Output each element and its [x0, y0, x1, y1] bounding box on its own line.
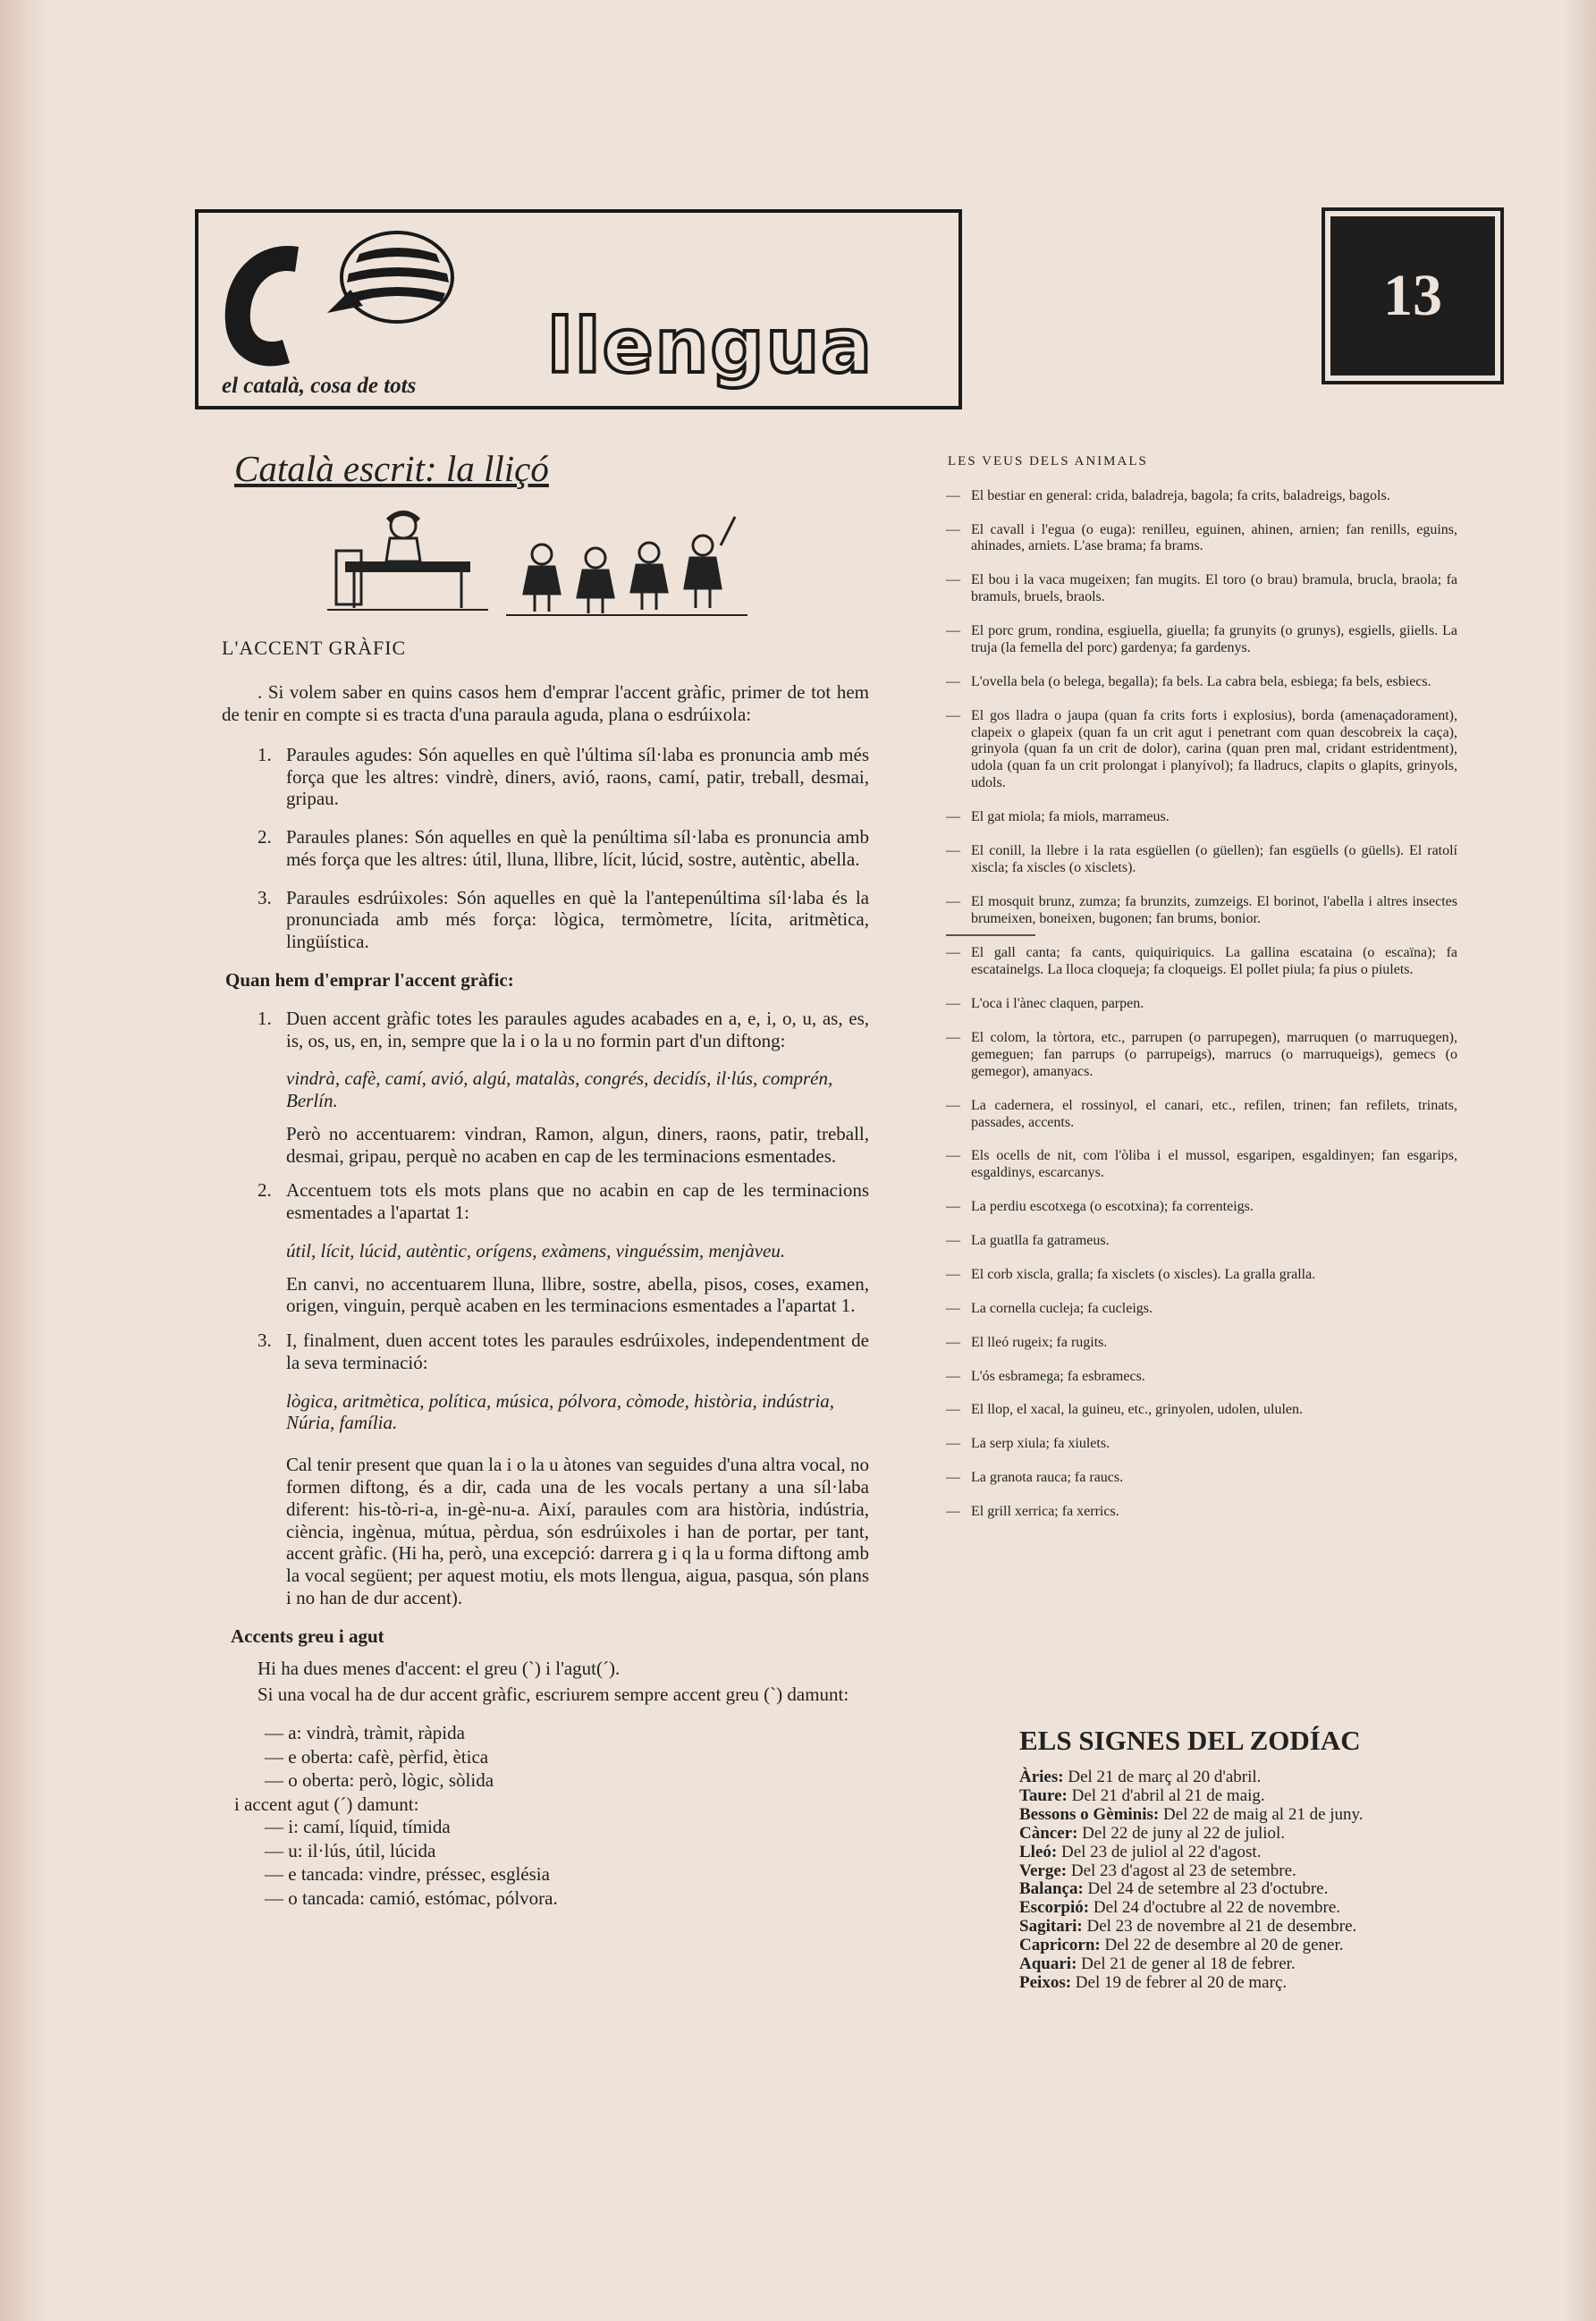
list-item: — o oberta: però, lògic, sòlida	[265, 1769, 494, 1792]
rule-note: En canvi, no accentuarem lluna, llibre, sostre, abella, pisos, coses, examen, origen, vinguin, perquè acaben en les terminacions esmentades a l'apartat 1.	[286, 1272, 869, 1317]
list-item: — La granota rauca; fa raucs.	[946, 1470, 1124, 1486]
list-item: — a: vindrà, tràmit, ràpida	[265, 1721, 465, 1743]
list-item: 2. Accentuem tots els mots plans que no acabin en cap de les terminacions esmentades a l'apartat 1:	[258, 1179, 869, 1224]
example-words: vindrà, cafè, camí, avió, algú, matalàs, congrés, decidís, il·lús, comprén, Berlín.	[286, 1068, 833, 1112]
accents-paragraph: Si una vocal ha de dur accent gràfic, escriurem sempre accent greu (`) damunt:	[258, 1684, 849, 1706]
list-item: — El gall canta; fa cants, quiquiriquics. La gallina escataina (o escaïna); fa escatainelgs. La lloca cloqueja; fa cloqueigs. El pollet piula; fa pius o piulets.	[946, 945, 1457, 978]
list-item: — i: camí, líquid, tímida	[265, 1815, 451, 1837]
list-item: — El gat miola; fa miols, marrameus.	[946, 809, 1170, 825]
word-types-list	[222, 744, 869, 953]
zodiac-row: Capricorn: Del 22 de desembre al 20 de gener.	[1019, 1936, 1344, 1955]
list-item: — El cavall i l'egua (o euga): renilleu, eguinen, ahinen, arnien; fan renills, eguins, ahinades, arniets. L'ase brama; fa brams.	[946, 521, 1457, 554]
animal-voices-column	[946, 447, 1457, 1538]
list-item: — El bestiar en general: crida, baladreja, bagola; fa crits, baladreigs, bagols.	[946, 487, 1390, 503]
example-words: lògica, aritmètica, política, música, pólvora, còmode, història, indústria, Núria, família.	[286, 1389, 835, 1434]
list-item: — L'oca i l'ànec claquen, parpen.	[946, 996, 1144, 1012]
list-item: — L'ovella bela (o belega, begalla); fa bels. La cabra bela, esbiega; fa bels, esbiecs.	[946, 673, 1431, 689]
zodiac-row: Bessons o Gèminis: Del 22 de maig al 21 de juny.	[1019, 1804, 1364, 1824]
agut-intro: i accent agut (´) damunt:	[234, 1794, 419, 1816]
zodiac-row: Peixos: Del 19 de febrer al 20 de març.	[1019, 1972, 1288, 1992]
speech-bubble-flag-icon	[324, 227, 458, 336]
lesson-column	[222, 447, 869, 1912]
zodiac-row: Àries: Del 21 de març al 20 d'abril.	[1019, 1768, 1262, 1787]
list-item: — El lleó rugeix; fa rugits.	[946, 1334, 1108, 1350]
list-item: — e tancada: vindre, préssec, església	[265, 1863, 550, 1886]
accent-heading: L'ACCENT GRÀFIC	[222, 637, 407, 660]
zodiac-row: Taure: Del 21 d'abril al 21 de maig.	[1019, 1785, 1265, 1805]
zodiac-row: Sagitari: Del 23 de novembre al 21 de desembre.	[1019, 1917, 1357, 1937]
list-item: — L'ós esbramega; fa esbramecs.	[946, 1368, 1145, 1384]
list-item: — El llop, el xacal, la guineu, etc., grinyolen, udolen, ululen.	[946, 1402, 1304, 1418]
zodiac-row: Verge: Del 23 d'agost al 23 de setembre.	[1019, 1861, 1296, 1880]
section-banner-title: llengua	[547, 302, 874, 390]
list-item: — u: il·lús, útil, lúcida	[265, 1839, 436, 1861]
page-edge	[1564, 0, 1596, 2321]
page-gutter	[0, 0, 54, 2321]
logo-slogan: el català, cosa de tots	[222, 374, 417, 398]
zodiac-row: Càncer: Del 22 de juny al 22 de juliol.	[1019, 1823, 1286, 1843]
example-words: útil, lícit, lúcid, autèntic, orígens, exàmens, vinguéssim, menjàveu.	[286, 1239, 786, 1262]
rules-list-2	[222, 1179, 869, 1224]
classroom-illustration-icon	[327, 508, 747, 624]
list-item: — El mosquit brunz, zumza; fa brunzits, zumzeigs. El borinot, l'abella i altres insectes brumeixen, boneixen, bugonen; fan brums, bonior.	[946, 893, 1457, 926]
rule-note: Però no accentuarem: vindran, Ramon, algun, diners, raons, patir, treball, desmai, gripau, perquè no acaben en cap de les terminacions esmentades.	[286, 1122, 869, 1167]
list-item: 1. Paraules agudes: Són aquelles en què l'última síl·laba es pronuncia amb més força que les altres: vindrè, diners, avió, raons, camí, patir, treball, desmai, gripau.	[258, 743, 869, 810]
c-logo-icon	[220, 240, 318, 374]
list-item: — e oberta: cafè, pèrfid, ètica	[265, 1745, 489, 1768]
accents-heading: Accents greu i agut	[231, 1625, 384, 1647]
zodiac-box	[1019, 1726, 1466, 1993]
agut-list	[265, 1816, 869, 1910]
rules-list-3	[222, 1329, 869, 1374]
header-banner	[195, 209, 962, 409]
rules-list	[222, 1008, 869, 1052]
list-item: — El colom, la tòrtora, etc., parrupen (o parrupegen), marruquen (o marruquegen), gemeguen; fan parrups (o parrupeigs), marrucs (o marruqueigs), gemecs (o gemegor), amanyacs.	[946, 1030, 1457, 1079]
zodiac-row: Balança: Del 24 de setembre al 23 d'octubre.	[1019, 1879, 1329, 1899]
accents-paragraph: Hi ha dues menes d'accent: el greu (`) i l'agut(´).	[258, 1658, 621, 1680]
greu-list	[265, 1722, 869, 1792]
animals-list	[946, 488, 1457, 1521]
separator-rule	[946, 934, 1457, 941]
lesson-title: Català escrit: la lliçó	[234, 448, 549, 489]
list-item: — La guatlla fa gatrameus.	[946, 1233, 1110, 1249]
list-item: — La cadernera, el rossinyol, el canari, etc., refilen, trinen; fan refilets, trinats, passades, accents.	[946, 1097, 1457, 1130]
list-item: 1. Duen accent gràfic totes les paraules agudes acabades en a, e, i, o, u, as, es, is, os, us, en, in, sempre que la i o la u no formin part d'un diftong:	[258, 1007, 869, 1051]
list-item: — La serp xiula; fa xiulets.	[946, 1436, 1110, 1452]
zodiac-row: Escorpió: Del 24 d'octubre al 22 de novembre.	[1019, 1898, 1341, 1918]
when-heading: Quan hem d'emprar l'accent gràfic:	[225, 968, 514, 991]
animals-heading: LES VEUS DELS ANIMALS	[948, 454, 1148, 468]
list-item: 3. Paraules esdrúixoles: Són aquelles en què la l'antepenúltima síl·laba és la pronunciada amb més força: lògica, termòmetre, lícita, aritmètica, lingüística.	[258, 886, 869, 953]
list-item: — El conill, la llebre i la rata esgüellen (o güellen); fan esgüells (o güells). El ratolí xiscla; fa xiscles (o xisclets).	[946, 842, 1457, 875]
list-item: — El gos lladra o jaupa (quan fa crits forts i explosius), borda (amenaçadorament), clapeix o glapeix (quan fa un crit agut i penetrant com quan descobreix la caça), grinyola (quan fa un crit de dolor), carina (quan pren mal, cridant estridentment), udola (quan fa un crit prolongat i planyívol); fa lladrucs, clapits o glapits, grinyols, udols.	[946, 707, 1457, 791]
page-number: 13	[1383, 263, 1442, 328]
list-item: — El bou i la vaca mugeixen; fan mugits. El toro (o brau) bramula, brucla, braola; fa bramuls, bruels, braols.	[946, 572, 1457, 605]
zodiac-row: Lleó: Del 23 de juliol al 22 d'agost.	[1019, 1842, 1262, 1861]
list-item: — La perdiu escotxega (o escotxina); fa correnteigs.	[946, 1199, 1254, 1215]
list-item: — El porc grum, rondina, esgiuella, giuella; fa grunyits (o grunys), esgiells, giiells. La truja (la femella del porc) gardenya; fa gardenys.	[946, 623, 1457, 655]
diphthong-note: Cal tenir present que quan la i o la u àtones van seguides d'una altra vocal, no formen diftong, és a dir, cada una de les vocals pertany a una síl·laba diferent: his-tò-ri-a, in-gè-nu-a. Així, paraules com ara història, indústria, ciència, ingènua, mútua, pèrdua, són esdrúixoles i han de portar, per tant, accent gràfic. (Hi ha, però, una excepció: darrera g i q la u forma diftong amb la vocal següent; per aquest motiu, els mots llengua, aigua, pasqua, són plans i no han de dur accent).	[286, 1454, 869, 1608]
zodiac-row: Aquari: Del 21 de gener al 18 de febrer.	[1019, 1954, 1296, 1973]
zodiac-heading: ELS SIGNES DEL ZODÍAC	[1019, 1725, 1361, 1756]
list-item: — o tancada: camió, estómac, pólvora.	[265, 1887, 558, 1910]
list-item: — Els ocells de nit, com l'òliba i el mussol, esgaripen, esgaldinyen; fan esgarips, esgaldinys, escarcanys.	[946, 1148, 1457, 1181]
list-item: — El grill xerrica; fa xerrics.	[946, 1504, 1119, 1520]
list-item: 2. Paraules planes: Són aquelles en què la penúltima síl·laba es pronuncia amb més força que les altres: útil, lluna, llibre, lícit, lúcid, sostre, autèntic, abella.	[258, 826, 869, 870]
page-number-box	[1322, 207, 1504, 384]
intro-paragraph: . Si volem saber en quins casos hem d'emprar l'accent gràfic, primer de tot hem de tenir en compte si es tracta d'una paraula aguda, plana o esdrúixola:	[222, 681, 869, 726]
list-item: — La cornella cucleja; fa cucleigs.	[946, 1300, 1153, 1316]
list-item: 3. I, finalment, duen accent totes les paraules esdrúixoles, independentment de la seva terminació:	[258, 1329, 869, 1373]
list-item: — El corb xiscla, gralla; fa xisclets (o xiscles). La gralla gralla.	[946, 1266, 1316, 1282]
